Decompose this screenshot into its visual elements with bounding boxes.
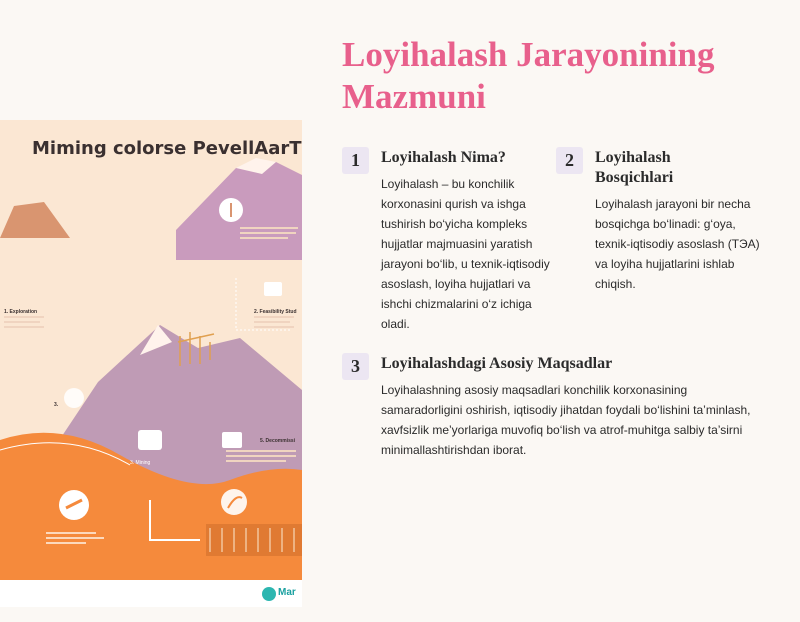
section-1-body: Loyihalash – bu konchilik korxonasini qurish va ishga tushirish bo‘yicha kompleks hujjatlar majmuasini yaratish jarayoni bo‘lib, u texnik-iqtisodiy asoslash, loyiha hujjatlari va ishchi chizmalarini o‘z ichiga oladi.	[381, 177, 550, 331]
mars-logo-icon	[262, 587, 276, 601]
section-1-number-badge: 1	[342, 147, 369, 174]
poster-label-exploration: 1. Exploration	[4, 309, 38, 315]
poster-label-mining: 3. Mining	[130, 460, 151, 466]
poster-label-decommission: 5. Decommissi	[260, 438, 296, 444]
section-3-number-badge: 3	[342, 353, 369, 380]
section-2-body: Loyihalash jarayoni bir necha bosqichga bo‘linadi: g‘oya, texnik-iqtisodiy asoslash (TЭA) va loyiha hujjatlarini ishlab chiqish.	[595, 197, 760, 291]
poster-footer	[0, 580, 302, 607]
section-1-title: Loyihalash Nima?	[381, 149, 506, 166]
poster-logo-text: Mar	[278, 587, 296, 598]
section-2-number-badge: 2	[556, 147, 583, 174]
folder-icon	[222, 432, 242, 448]
poster-label-design: 3.	[54, 402, 59, 408]
monitor-icon	[264, 282, 282, 296]
section-3-title: Loyihalashdagi Asosiy Maqsadlar	[381, 355, 613, 372]
infographic-image	[0, 120, 302, 607]
leaf-icon	[221, 489, 247, 515]
poster-title: Miming colorse PevellAarT	[32, 138, 302, 159]
poster-label-feasibility: 2. Feasibility Stud	[254, 309, 297, 315]
mine-structure	[206, 524, 302, 556]
truck-icon	[138, 430, 162, 450]
infographic-illustration	[0, 120, 302, 607]
section-2-title: Loyihalash Bosqichlari	[595, 149, 674, 186]
page-title: Loyihalash Jarayonining Mazmuni	[342, 35, 715, 116]
section-3-body: Loyihalashning asosiy maqsadlari konchilik korxonasining samaradorligini oshirish, iqtisodiy jihatdan foydali bo‘lishini ta’minlash, xavfsizlik me’yorlariga muvofiq bo‘lish va atrof-muhitga salbiy ta’sirni minimallashtirishdan iborat.	[381, 383, 751, 457]
